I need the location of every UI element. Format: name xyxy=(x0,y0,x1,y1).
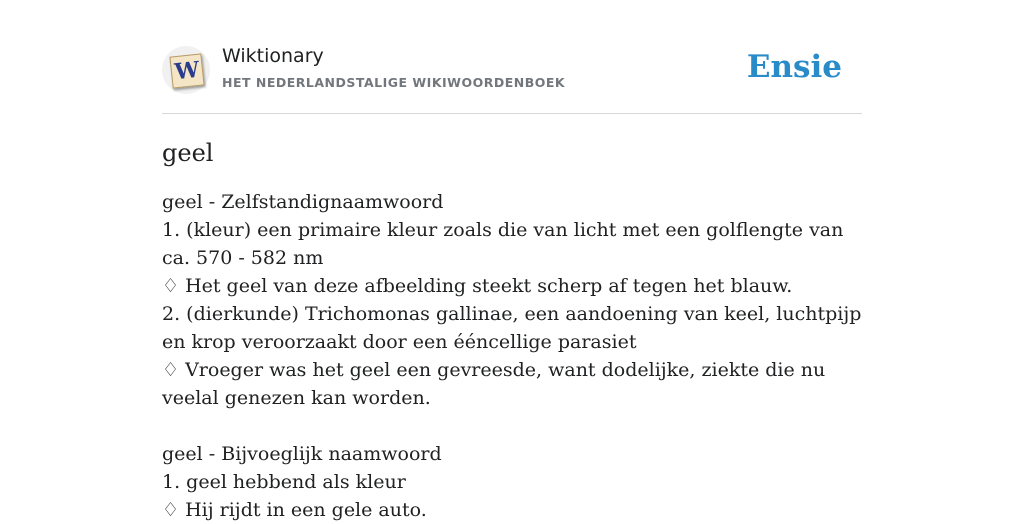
site-name[interactable]: Wiktionary xyxy=(222,45,324,67)
site-header xyxy=(162,0,862,114)
wiktionary-w-tile-icon: W xyxy=(169,53,204,88)
definition-line: 1. geel hebbend als kleur xyxy=(162,471,406,493)
wiktionary-logo[interactable] xyxy=(162,46,210,94)
example-line: ♢ Het geel van deze afbeelding steekt scherp af tegen het blauw. xyxy=(162,275,793,297)
entry-heading: geel - Bijvoeglijk naamwoord xyxy=(162,443,442,465)
site-tagline: HET NEDERLANDSTALIGE WIKIWOORDENBOEK xyxy=(222,75,566,90)
entry-heading: geel - Zelfstandignaamwoord xyxy=(162,191,444,213)
ensie-brand-link[interactable]: Ensie xyxy=(746,49,842,85)
definition-line: 2. (dierkunde) Trichomonas gallinae, een aandoening van keel, luchtpijp en krop veroorzaakt door een ééncellige parasiet xyxy=(162,303,862,353)
definition-line: 1. (kleur) een primaire kleur zoals die van licht met een golflengte van ca. 570 - 582 nm xyxy=(162,219,844,269)
definition-entry-adjective xyxy=(162,440,862,524)
page-title: geel xyxy=(162,139,214,167)
example-line: ♢ Vroeger was het geel een gevreesde, want dodelijke, ziekte die nu veelal genezen kan worden. xyxy=(162,359,826,409)
definition-entry-noun xyxy=(162,188,862,412)
page xyxy=(162,0,862,524)
example-line: ♢ Hij rijdt in een gele auto. xyxy=(162,499,427,521)
